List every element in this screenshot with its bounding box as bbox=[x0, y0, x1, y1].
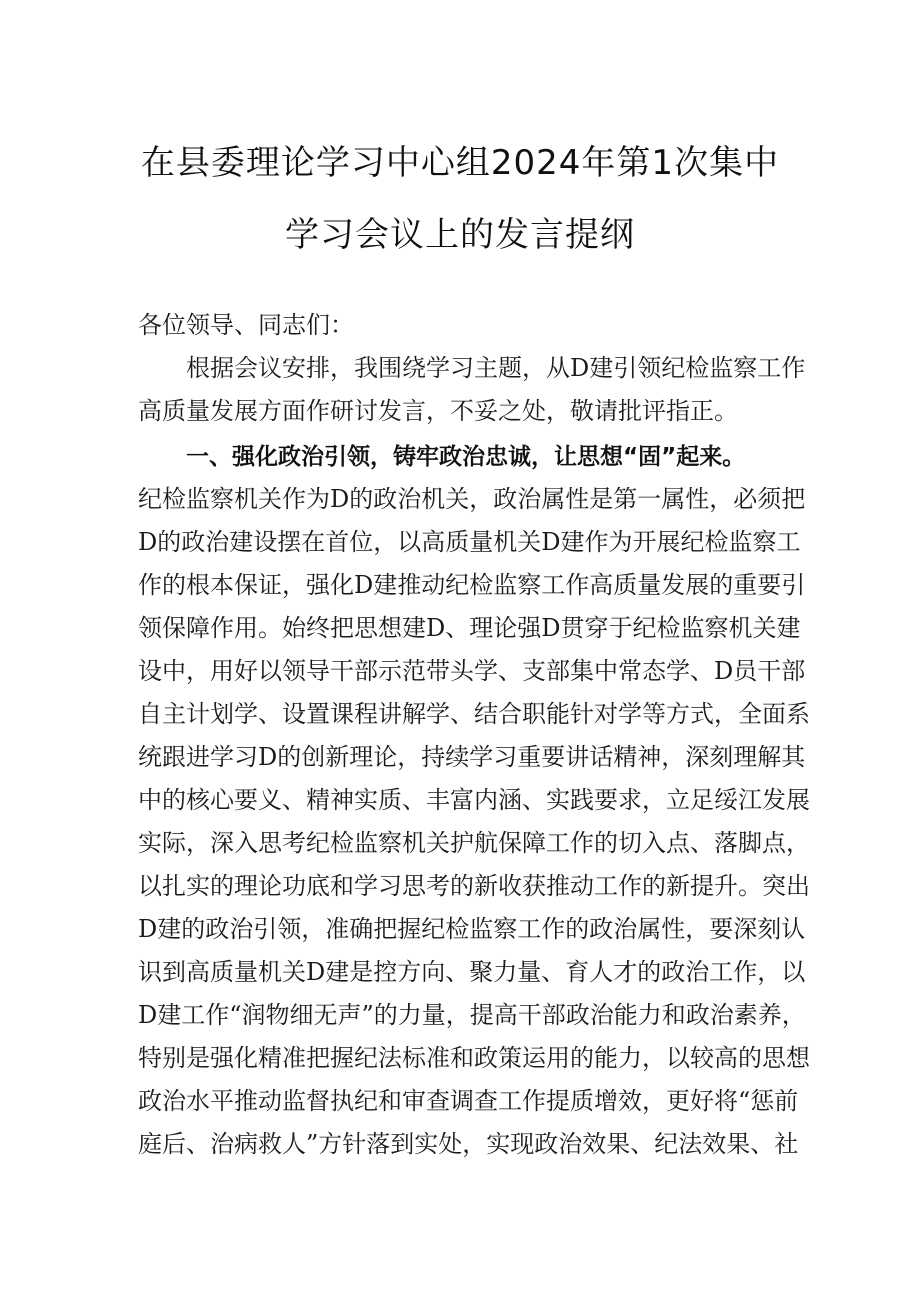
section-paragraph-line: 以扎实的理论功底和学习思考的新收获推动工作的新提升。突出 bbox=[138, 872, 810, 900]
section-paragraph-line: D建的政治引领，准确把握纪检监察工作的政治属性，要深刻认 bbox=[138, 915, 806, 943]
section-paragraph-line: 特别是强化精准把握纪法标准和政策运用的能力，以较高的思想 bbox=[138, 1044, 810, 1072]
section-paragraph-line: 领保障作用。始终把思想建D、理论强D贯穿于纪检监察机关建 bbox=[138, 614, 801, 642]
section-paragraph-line: 政治水平推动监督执纪和审查调查工作提质增效，更好将“惩前 bbox=[138, 1087, 799, 1115]
section-paragraph-line: 纪检监察机关作为D的政治机关，政治属性是第一属性，必须把 bbox=[138, 485, 806, 513]
intro-paragraph-line: 根据会议安排，我围绕学习主题，从D建引领纪检监察工作 bbox=[186, 354, 806, 382]
section-paragraph-line: 设中，用好以领导干部示范带头学、支部集中常态学、D员干部 bbox=[138, 657, 806, 685]
section-paragraph-line: 实际，深入思考纪检监察机关护航保障工作的切入点、落脚点， bbox=[138, 829, 810, 857]
section-paragraph-line: 自主计划学、设置课程讲解学、结合职能针对学等方式，全面系 bbox=[138, 700, 810, 728]
section-paragraph-line: 识到高质量机关D建是控方向、聚力量、育人才的政治工作，以 bbox=[138, 958, 806, 986]
section-paragraph-line: 中的核心要义、精神实质、丰富内涵、实践要求，立足绥江发展 bbox=[138, 786, 810, 814]
intro-paragraph-line: 高质量发展方面作研讨发言，不妥之处，敬请批评指正。 bbox=[138, 397, 738, 425]
document-title-line-1: 在县委理论学习中心组2024年第1次集中 bbox=[140, 143, 780, 183]
document-title-line-2: 学习会议上的发言提纲 bbox=[285, 215, 635, 255]
section-paragraph-line: D的政治建设摆在首位，以高质量机关D建作为开展纪检监察工 bbox=[138, 528, 801, 556]
section-heading: 一、强化政治引领，铸牢政治忠诚，让思想“固”起来。 bbox=[186, 444, 746, 470]
section-paragraph-line: D建工作“润物细无声”的力量，提高干部政治能力和政治素养， bbox=[138, 1001, 806, 1029]
salutation: 各位领导、同志们： bbox=[138, 311, 354, 339]
section-paragraph-line: 庭后、治病救人”方针落到实处，实现政治效果、纪法效果、社 bbox=[138, 1130, 799, 1158]
section-paragraph-line: 统跟进学习D的创新理论，持续学习重要讲话精神，深刻理解其 bbox=[138, 743, 806, 771]
section-paragraph-line: 作的根本保证，强化D建推动纪检监察工作高质量发展的重要引 bbox=[138, 571, 806, 599]
